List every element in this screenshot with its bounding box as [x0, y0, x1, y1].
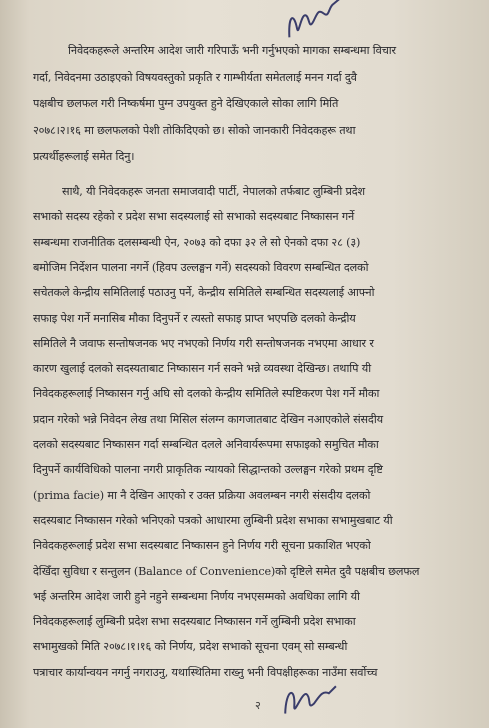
- text-line: कारण खुलाई दलको सदस्यताबाट निष्कासन गर्न सक्ने भन्ने व्यवस्था देखिन्छ। तथापि यी: [33, 362, 371, 376]
- text-line: २०७८।२।१६ मा छलफलको पेशी तोकिदिएको छ। सोको जानकारी निवेदकहरू तथा: [33, 123, 356, 137]
- text-line: दलको सदस्यबाट निष्कासन गर्दा सम्बन्धित दलले अनिवार्यरूपमा सफाइको समुचित मौका: [33, 438, 379, 451]
- text-line: देखिँदा सुविधा र सन्तुलन (Balance of Convenience)को दृष्टिले समेत दुवै पक्षबीच छलफल: [33, 564, 420, 578]
- text-line: समितिले नै जवाफ सन्तोषजनक भए नभएको निर्णय गरी सन्तोषजनक नभएमा आधार र: [33, 336, 374, 350]
- text-line: निवेदकहरूलाई प्रदेश सभा सदस्यबाट निष्कासन हुने निर्णय गरी सूचना प्रकाशित भएको: [33, 539, 371, 553]
- text-line: निवेदकहरूलाई निष्कासन गर्नु अघि सो दलको केन्द्रीय समितिले स्पष्टिकरण पेश गर्ने मौका: [33, 387, 380, 401]
- text-line: सदस्यबाट निष्कासन गरेको भनिएको पत्रको आधारमा लुम्बिनी प्रदेश सभाका सभामुखबाट यी: [33, 513, 393, 527]
- text-line: सभाको सदस्य रहेको र प्रदेश सभा सदस्यलाई सो सभाको सदस्यबाट निष्कासन गर्ने: [33, 210, 355, 224]
- page-number: २: [255, 699, 261, 712]
- text-line: बमोजिम निर्देशन पालना नगर्ने (हिवप उल्लङ्घन गर्ने) सदस्यको विवरण सम्बन्धित दलको: [33, 260, 369, 274]
- text-line: दिनुपर्ने कार्यविधिको पालना नगरी प्राकृतिक न्यायको सिद्धान्तको उल्लङ्घन गरेको प्रथम दृष्टि: [33, 463, 383, 477]
- text-line: पक्षबीच छलफल गरी निष्कर्षमा पुग्न उपयुक्त हुने देखिएकाले सोका लागि मिति: [33, 97, 339, 110]
- text-line: पत्राचार कार्यान्वयन नगर्नु नगराउनु, यथास्थितिमा राख्नु भनी विपक्षीहरूका नाउँमा सर्वोच्च: [33, 665, 378, 679]
- text-line: प्रत्यर्थीहरूलाई समेत दिनु।: [33, 150, 135, 163]
- text-line: सचेतकले केन्द्रीय समितिलाई पठाउनु पर्ने, केन्द्रीय समितिले सम्बन्धित सदस्यलाई आफ्नो: [33, 286, 375, 300]
- text-line: निवेदकहरूले अन्तरिम आदेश जारी गरिपाऊँ भनी गर्नुभएको मागका सम्बन्धमा विचार: [68, 44, 396, 57]
- text-line: सभामुखको मिति २०७८।१।१६ को निर्णय, प्रदेश सभाको सूचना एवम् सो सम्बन्धी: [33, 640, 348, 654]
- text-line: सम्बन्धमा राजनीतिक दलसम्बन्धी ऐन, २०७३ को दफा ३२ ले सो ऐनको दफा २८ (३): [33, 235, 361, 249]
- signature-bottom: [277, 676, 343, 728]
- text-line: निवेदकहरूलाई लुम्बिनी प्रदेश सभा सदस्यबाट निष्कासन गर्ने लुम्बिनी प्रदेश सभाका: [33, 615, 356, 629]
- text-line: प्रदान गरेको भन्ने निवेदन लेख तथा मिसिल संलग्न कागजातबाट देखिन नआएकोले संसदीय: [33, 412, 383, 426]
- text-line: गर्दा, निवेदनमा उठाइएको विषयवस्तुको प्रकृति र गाम्भीर्यता समेतलाई मनन गर्दा दुवै: [33, 70, 357, 84]
- text-line: सफाइ पेश गर्ने मनासिब मौका दिनुपर्ने र त्यस्तो सफाइ प्राप्त भएपछि दलको केन्द्रीय: [33, 311, 356, 325]
- text-line: (prima facie) मा नै देखिन आएको र उक्त प्रक्रिया अवलम्बन नगरी संसदीय दलको: [33, 488, 371, 502]
- text-line: भई अन्तरिम आदेश जारी हुने नहुने सम्बन्धमा निर्णय नभएसम्मको अवधिका लागि यी: [33, 589, 360, 603]
- text-line: साथै, यी निवेदकहरू जनता समाजवादी पार्टी, नेपालको तर्फबाट लुम्बिनी प्रदेश: [62, 185, 365, 198]
